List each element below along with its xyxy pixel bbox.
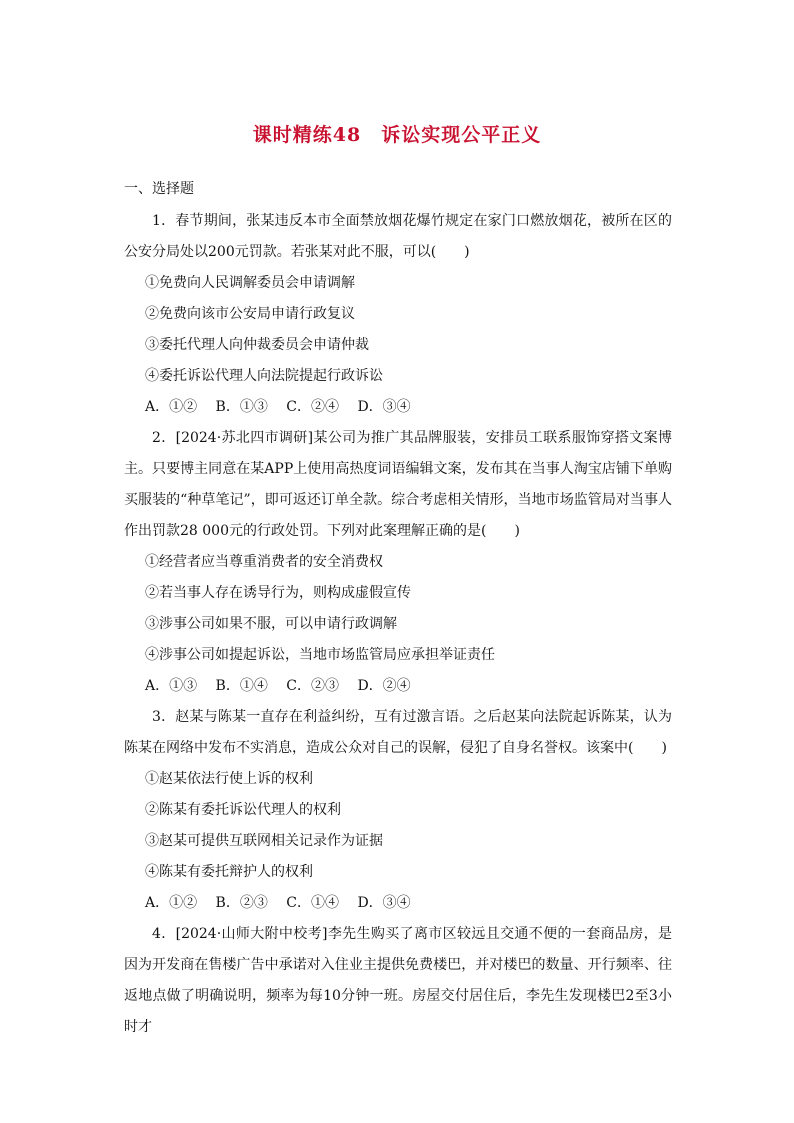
answer-choices: A．①③ B．①④ C．②③ D．②④ bbox=[145, 678, 411, 694]
question-option: ④涉事公司如提起诉讼，当地市场监管局应承担举证责任 bbox=[145, 647, 495, 663]
question-option: ③委托代理人向仲裁委员会申请仲裁 bbox=[145, 337, 369, 353]
question-option: ③涉事公司如果不服，可以申请行政调解 bbox=[145, 616, 397, 632]
question-option: ④陈某有委托辩护人的权利 bbox=[145, 864, 313, 880]
question-option: ②若当事人存在诱导行为，则构成虚假宣传 bbox=[145, 585, 411, 601]
page-title: 课时精练48 诉讼实现公平正义 bbox=[252, 124, 542, 146]
question-stem: 1．春节期间，张某违反本市全面禁放烟花爆竹规定在家门口燃放烟花，被所在区的公安分局处以200元罚款。若张某对此不服，可以( ) bbox=[124, 213, 672, 260]
question-stem: 4．[2024·山师大附中校考]李先生购买了离市区较远且交通不便的一套商品房，是因为开发商在售楼广告中承诺对入住业主提供免费楼巴，并对楼巴的数量、开行频率、往返地点做了明确说明，频率为每10分钟一班。房屋交付居住后，李先生发现楼巴2至3小时才 bbox=[124, 926, 672, 1035]
question-list bbox=[124, 206, 672, 1043]
question-option: ②免费向该市公安局申请行政复议 bbox=[145, 306, 355, 322]
question-option: ③赵某可提供互联网相关记录作为证据 bbox=[145, 833, 383, 849]
question-option: ④委托诉讼代理人向法院提起行政诉讼 bbox=[145, 368, 383, 384]
question-option: ①赵某依法行使上诉的权利 bbox=[145, 771, 313, 787]
question-option: ②陈某有委托诉讼代理人的权利 bbox=[145, 802, 341, 818]
question-stem: 2．[2024·苏北四市调研]某公司为推广其品牌服装，安排员工联系服饰穿搭文案博主。只要博主同意在某APP上使用高热度词语编辑文案，发布其在当事人淘宝店铺下单购买服装的“种草笔记”，即可返还订单全款。综合考虑相关情形，当地市场监管局对当事人作出罚款28 000元的行政处罚。下列对此案理解正确的是( ) bbox=[124, 430, 672, 539]
answer-choices: A．①② B．①③ C．②④ D．③④ bbox=[145, 399, 411, 415]
section-heading: 一、选择题 bbox=[124, 181, 194, 197]
question-option: ①经营者应当尊重消费者的安全消费权 bbox=[145, 554, 383, 570]
question-option: ①免费向人民调解委员会申请调解 bbox=[145, 275, 355, 291]
question-stem: 3．赵某与陈某一直存在利益纠纷，互有过激言语。之后赵某向法院起诉陈某，认为陈某在网络中发布不实消息，造成公众对自己的误解，侵犯了自身名誉权。该案中( ) bbox=[124, 709, 672, 756]
answer-choices: A．①② B．②③ C．①④ D．③④ bbox=[145, 895, 411, 911]
